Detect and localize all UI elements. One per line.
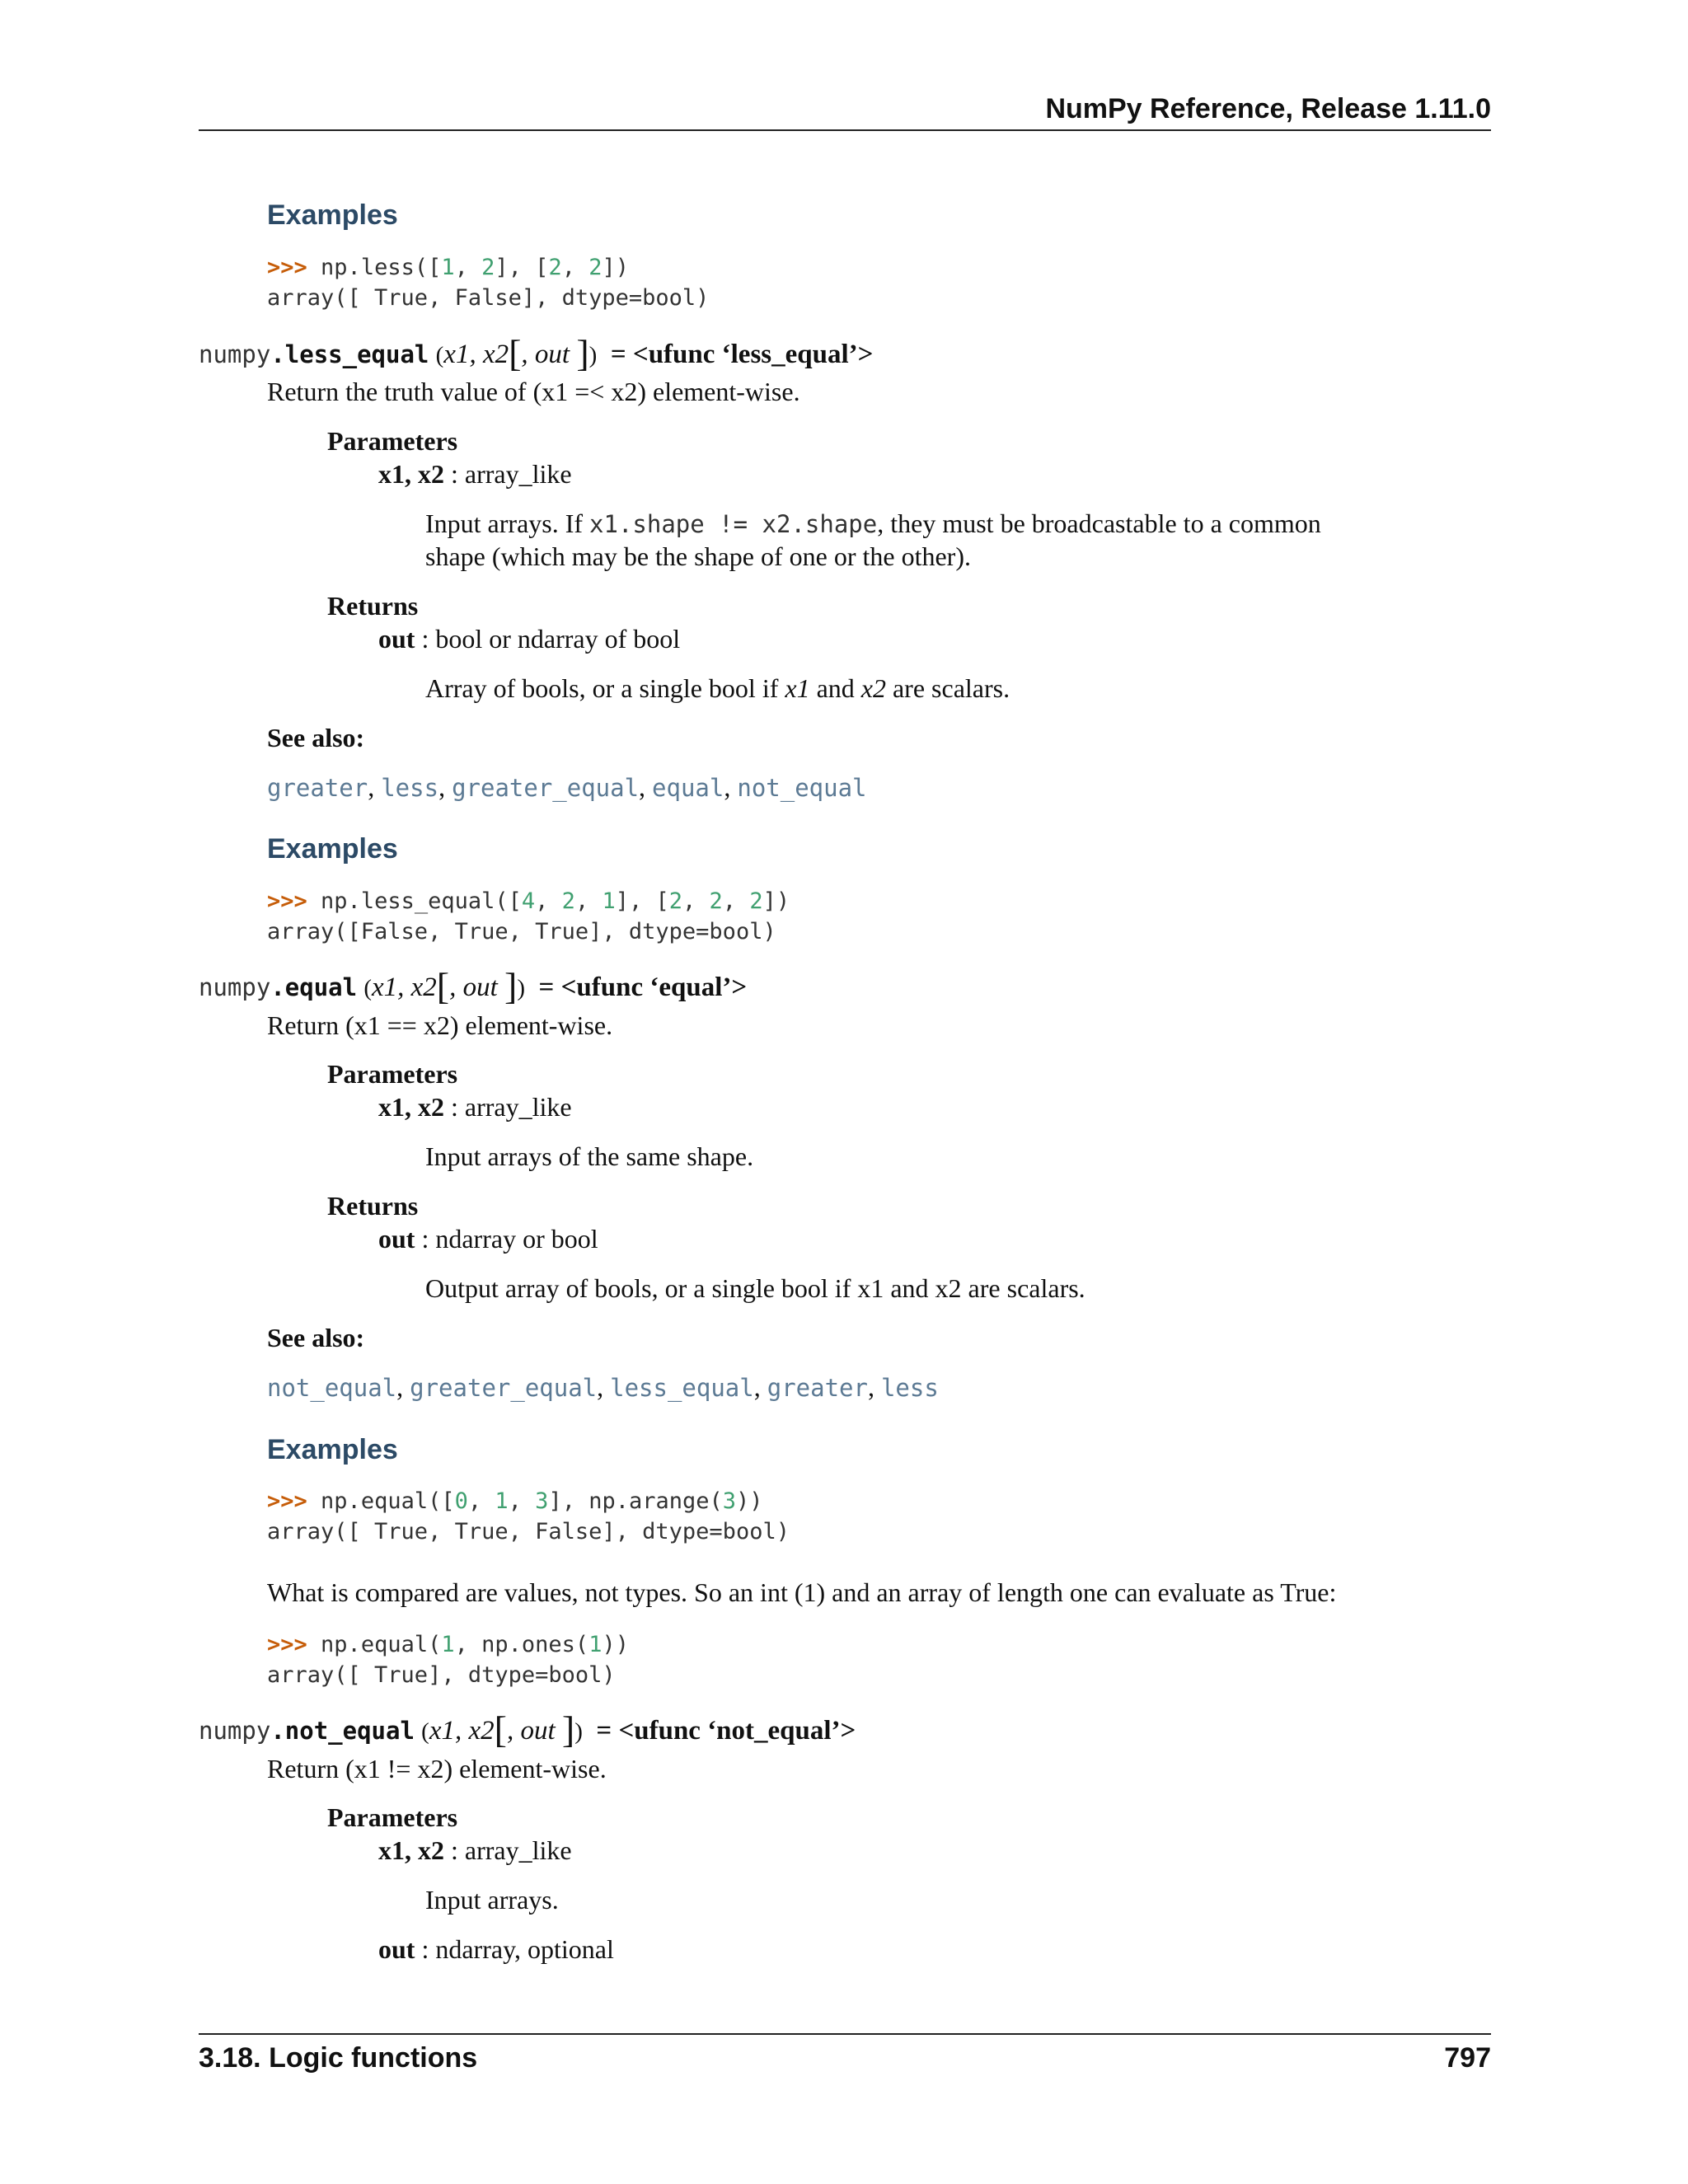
params: x1, x2 (429, 1716, 495, 1746)
return-entry: out : bool or ndarray of bool (378, 624, 681, 654)
link-less[interactable]: less (381, 774, 439, 802)
param-description: Input arrays. (425, 1885, 559, 1915)
return-name: out (378, 624, 415, 654)
see-also-label: See also: (267, 723, 365, 752)
return-type: bool or ndarray of bool (435, 624, 681, 654)
code-output: array([ True], dtype=bool) (267, 1662, 616, 1688)
prompt: >>> (267, 255, 307, 280)
return-type: ndarray or bool (435, 1224, 598, 1254)
prompt: >>> (267, 888, 307, 914)
examples-heading: Examples (267, 833, 398, 865)
param-description: Input arrays of the same shape. (425, 1141, 754, 1171)
return-name: out (378, 1224, 415, 1254)
parameters-label: Parameters (327, 1802, 458, 1832)
param-type: ndarray, optional (435, 1934, 614, 1964)
code-line (267, 255, 629, 280)
code-text: np.equal([0, 1, 3], np.arange(3)) (321, 1488, 763, 1514)
param-name: x1, x2 (378, 1092, 444, 1122)
module-name: numpy (199, 1717, 271, 1745)
module-name: numpy (199, 973, 271, 1001)
summary: Return (x1 != x2) element-wise. (267, 1754, 607, 1783)
code-line (267, 1632, 629, 1657)
param-entry: x1, x2 : array_like (378, 459, 572, 489)
function-signature-not-equal: numpy.not_equal (x1, x2[, out ]) = <ufunc ‘not_equal’> (199, 1708, 856, 1750)
examples-heading: Examples (267, 199, 398, 231)
ufunc-label: = <ufunc ‘less_equal’> (610, 340, 874, 369)
returns-label: Returns (327, 591, 419, 621)
prompt: >>> (267, 1632, 307, 1657)
link-not-equal[interactable]: not_equal (267, 1374, 397, 1402)
link-greater[interactable]: greater (267, 774, 368, 802)
code-line (267, 1488, 763, 1514)
param-description: Input arrays. If x1.shape != x2.shape, they must be broadcastable to a common (425, 509, 1321, 538)
param-entry: out : ndarray, optional (378, 1934, 614, 1964)
param-name: x1, x2 (378, 459, 444, 489)
summary: Return (x1 == x2) element-wise. (267, 1010, 613, 1040)
prompt: >>> (267, 1488, 307, 1514)
function-name: .less_equal (270, 340, 429, 368)
param-name: x1, x2 (378, 1835, 444, 1865)
note-text: What is compared are values, not types. So an int (1) and an array of length one can evaluate as True: (267, 1577, 1337, 1607)
code-text: np.equal(1, np.ones(1)) (321, 1632, 629, 1657)
footer-section: 3.18. Logic functions (199, 2042, 478, 2074)
running-header: NumPy Reference, Release 1.11.0 (1045, 93, 1491, 124)
param-name: out (378, 1934, 415, 1964)
link-greater[interactable]: greater (767, 1374, 868, 1402)
link-less-equal[interactable]: less_equal (610, 1374, 754, 1402)
module-name: numpy (199, 340, 271, 368)
function-signature-less-equal: numpy.less_equal (x1, x2[, out ]) = <ufunc ‘less_equal’> (199, 332, 874, 374)
code-text: np.less_equal([4, 2, 1], [2, 2, 2]) (321, 888, 790, 914)
code-output: array([ True, True, False], dtype=bool) (267, 1519, 790, 1544)
param-type: array_like (464, 1092, 572, 1122)
link-less[interactable]: less (880, 1374, 939, 1402)
code-line (267, 888, 790, 914)
function-name: .equal (270, 973, 358, 1001)
see-also-links: greater, less, greater_equal, equal, not_equal (267, 772, 867, 802)
optional-params: , out (506, 1716, 556, 1746)
parameters-label: Parameters (327, 1059, 458, 1089)
link-greater-equal[interactable]: greater_equal (452, 774, 640, 802)
param-entry: x1, x2 : array_like (378, 1835, 572, 1865)
see-also-label: See also: (267, 1323, 365, 1352)
link-not-equal[interactable]: not_equal (737, 774, 867, 802)
examples-heading: Examples (267, 1434, 398, 1465)
return-description: Array of bools, or a single bool if x1 and x2 are scalars. (425, 673, 1010, 703)
code-output: array([ True, False], dtype=bool) (267, 285, 710, 311)
footer-rule (199, 2033, 1491, 2035)
optional-params: , out (521, 340, 570, 369)
params: x1, x2 (372, 972, 437, 1002)
returns-label: Returns (327, 1191, 419, 1221)
param-type: array_like (464, 1835, 572, 1865)
return-description: Output array of bools, or a single bool if x1 and x2 are scalars. (425, 1273, 1085, 1303)
link-equal[interactable]: equal (652, 774, 724, 802)
function-name: .not_equal (270, 1717, 415, 1745)
param-description-cont: shape (which may be the shape of one or the other). (425, 541, 971, 571)
param-entry: x1, x2 : array_like (378, 1092, 572, 1122)
code-output: array([False, True, True], dtype=bool) (267, 919, 776, 944)
optional-params: , out (449, 972, 498, 1002)
inline-code: x1.shape != x2.shape (589, 510, 878, 538)
params: x1, x2 (443, 340, 509, 369)
return-entry: out : ndarray or bool (378, 1224, 598, 1254)
code-text: np.less([1, 2], [2, 2]) (321, 255, 629, 280)
see-also-links: not_equal, greater_equal, less_equal, greater, less (267, 1372, 939, 1402)
parameters-label: Parameters (327, 426, 458, 456)
header-rule (199, 129, 1491, 131)
ufunc-label: = <ufunc ‘not_equal’> (596, 1716, 856, 1746)
param-type: array_like (464, 459, 572, 489)
link-greater-equal[interactable]: greater_equal (410, 1374, 598, 1402)
summary: Return the truth value of (x1 =< x2) element-wise. (267, 377, 800, 406)
function-signature-equal: numpy.equal (x1, x2[, out ]) = <ufunc ‘equal’> (199, 965, 748, 1007)
ufunc-label: = <ufunc ‘equal’> (538, 972, 748, 1002)
page-number: 797 (1444, 2042, 1491, 2074)
